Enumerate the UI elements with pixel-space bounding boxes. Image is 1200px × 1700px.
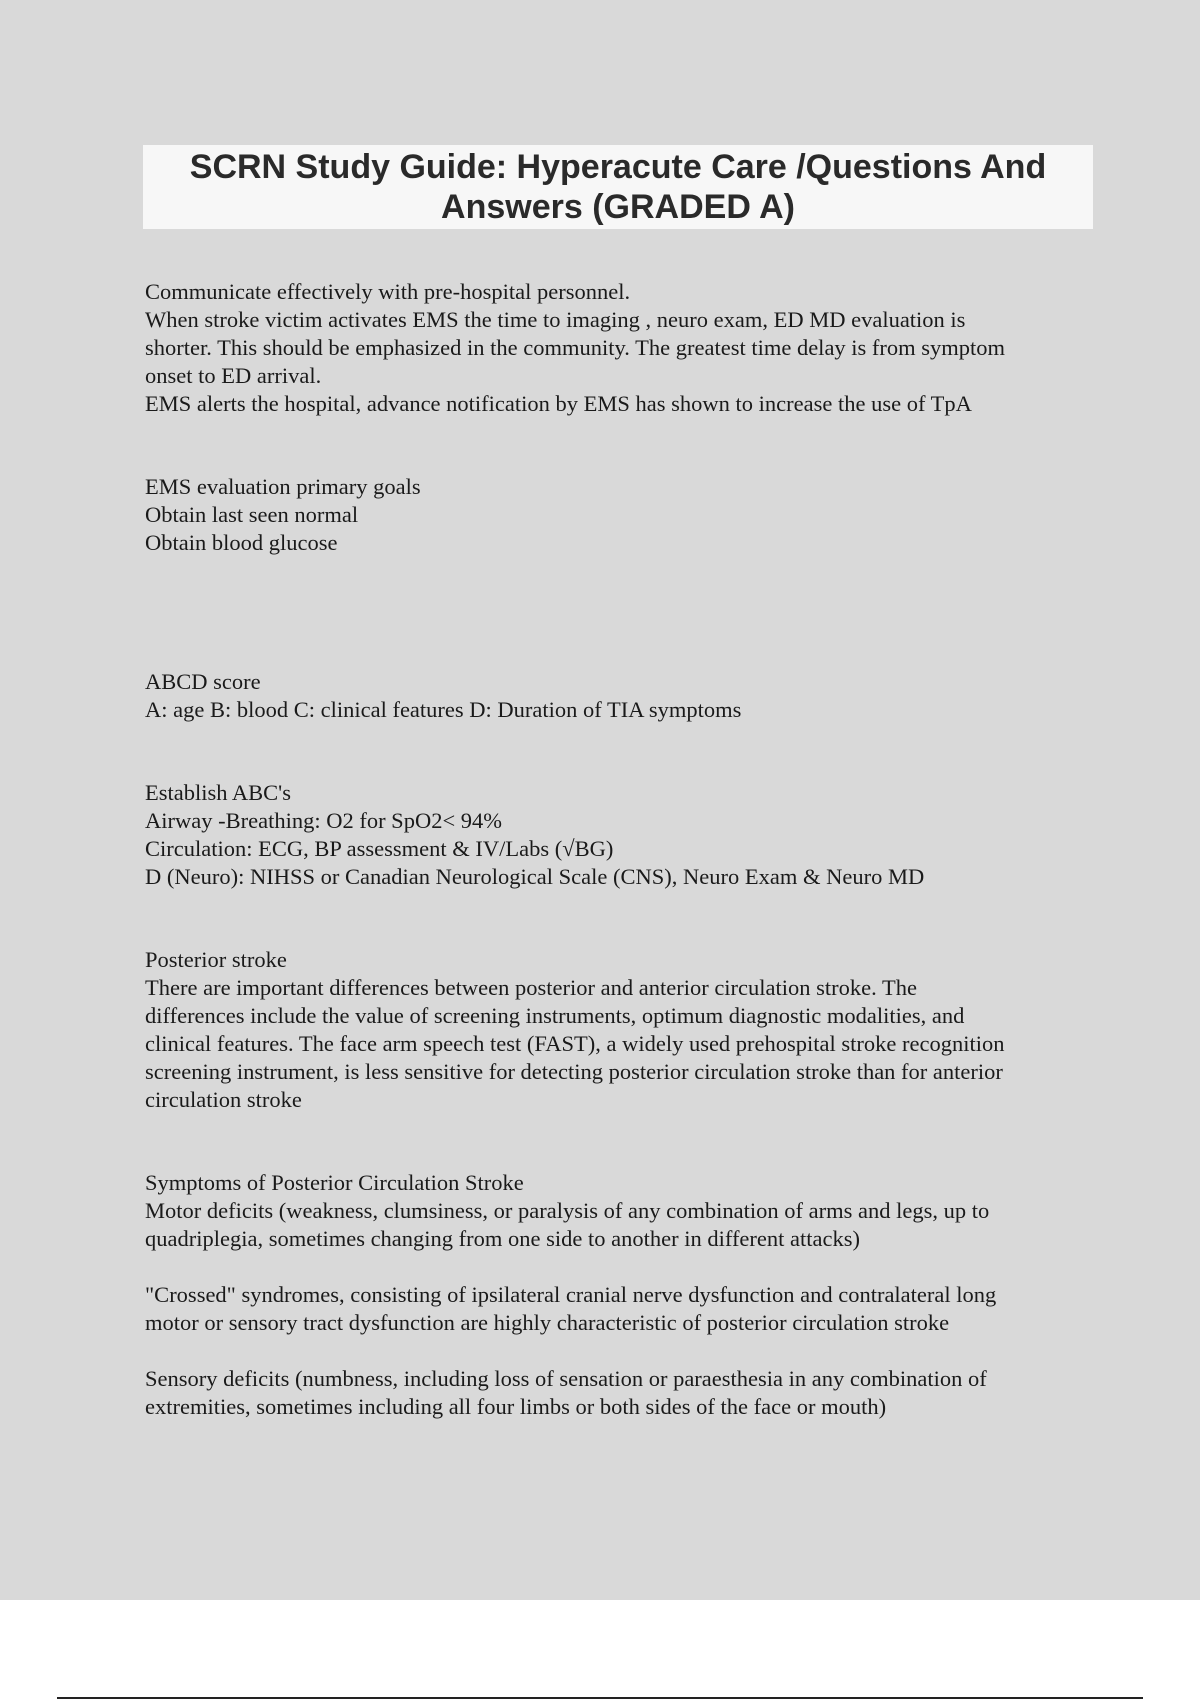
section-posterior-symptoms xyxy=(145,1169,1095,1421)
text-line: differences include the value of screening instruments, optimum diagnostic modalities, and xyxy=(145,1003,965,1028)
section-heading: ABCD score xyxy=(145,669,261,694)
text-line: A: age B: blood C: clinical features D: Duration of TIA symptoms xyxy=(145,697,742,722)
text-line: clinical features. The face arm speech test (FAST), a widely used prehospital stroke recognition xyxy=(145,1031,1005,1056)
section-heading: Symptoms of Posterior Circulation Stroke xyxy=(145,1170,524,1195)
text-line: D (Neuro): NIHSS or Canadian Neurological Scale (CNS), Neuro Exam & Neuro MD xyxy=(145,864,925,889)
section-heading: Communicate effectively with pre-hospital personnel. xyxy=(145,279,631,304)
text-line: "Crossed" syndromes, consisting of ipsilateral cranial nerve dysfunction and contralateral long xyxy=(145,1282,997,1307)
bottom-divider xyxy=(57,1697,1143,1699)
text-line: quadriplegia, sometimes changing from one side to another in different attacks) xyxy=(145,1226,860,1251)
text-line: onset to ED arrival. xyxy=(145,363,322,388)
title-line-2: Answers (GRADED A) xyxy=(441,188,795,226)
text-line: Motor deficits (weakness, clumsiness, or paralysis of any combination of arms and legs, up to xyxy=(145,1198,990,1223)
text-line: shorter. This should be emphasized in the community. The greatest time delay is from symptom xyxy=(145,335,1006,360)
section-ems-goals xyxy=(145,473,1095,557)
text-line: extremities, sometimes including all four limbs or both sides of the face or mouth) xyxy=(145,1394,887,1419)
text-line: Obtain last seen normal xyxy=(145,502,359,527)
paragraph-crossed-syndromes xyxy=(145,1281,1095,1337)
text-line: screening instrument, is less sensitive for detecting posterior circulation stroke than for anterior xyxy=(145,1059,1003,1084)
section-heading: EMS evaluation primary goals xyxy=(145,474,421,499)
text-line: circulation stroke xyxy=(145,1087,302,1112)
title-line-1: SCRN Study Guide: Hyperacute Care /Questions And xyxy=(189,148,1047,186)
text-line: When stroke victim activates EMS the time to imaging , neuro exam, ED MD evaluation is xyxy=(145,307,966,332)
text-line: Airway -Breathing: O2 for SpO2< 94% xyxy=(145,808,503,833)
text-line: Obtain blood glucose xyxy=(145,530,338,555)
section-communicate xyxy=(145,278,1095,418)
text-line: There are important differences between posterior and anterior circulation stroke. The xyxy=(145,975,917,1000)
section-heading: Establish ABC's xyxy=(145,780,291,805)
section-posterior-stroke xyxy=(145,946,1095,1114)
document-title xyxy=(143,145,1093,229)
text-line: Sensory deficits (numbness, including loss of sensation or paraesthesia in any combination of xyxy=(145,1366,987,1391)
document-body xyxy=(145,278,1095,1421)
text-line: EMS alerts the hospital, advance notification by EMS has shown to increase the use of TpA xyxy=(145,391,972,416)
text-line: Circulation: ECG, BP assessment & IV/Labs (√BG) xyxy=(145,836,614,861)
section-heading: Posterior stroke xyxy=(145,947,287,972)
text-line: motor or sensory tract dysfunction are highly characteristic of posterior circulation stroke xyxy=(145,1310,950,1335)
paragraph-sensory-deficits xyxy=(145,1365,1095,1421)
section-establish-abcs xyxy=(145,779,1095,891)
section-abcd-score xyxy=(145,668,1095,724)
